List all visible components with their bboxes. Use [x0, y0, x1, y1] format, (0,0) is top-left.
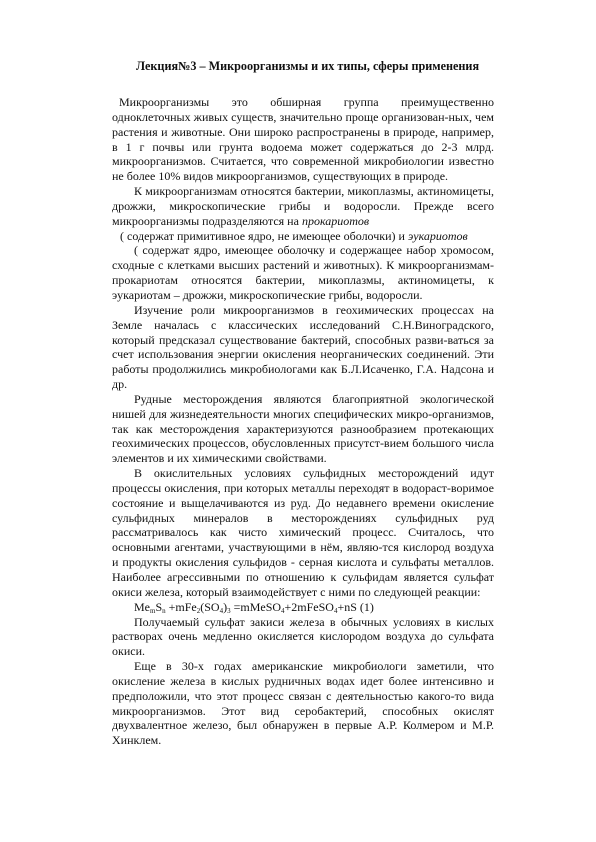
formula-so4: (SO — [200, 599, 220, 614]
paragraph-ore-deposits: Рудные месторождения являются благоприятной экологической нишей для жизнедеятельности многих специфических микро-организмов, так как месторождения характеризуются разнообразием протекающих геохимических процессов, обусловленных присутст-вием большого числа элементов и их химическими свойствами. — [112, 391, 494, 466]
term-eukaryotes: эукариотов — [407, 228, 468, 243]
paragraph-prokaryote-definition — [112, 229, 494, 244]
formula-paren: ) — [223, 599, 228, 614]
formula-sub-4b: 4 — [281, 606, 285, 615]
paragraph-eukaryote-definition: ( содержат ядро, имеющее оболочку и содержащее набор хромосом, сходные с клетками высших растений и животных). К микроорганизмам-прокариотам относятся бактерии, микоплазмы, актиномицеты, к эукариотам – дрожжи, микроскопические грибы, водоросли. — [112, 243, 494, 302]
prokaryote-definition-text: ( содержат примитивное ядро, не имеющее оболочки) и — [120, 228, 405, 243]
page-title: Лекция№3 – Микроорганизмы и их типы, сферы применения — [136, 59, 480, 73]
formula-sub-4c: 4 — [333, 606, 338, 615]
formula-feso: +2mFeSO — [284, 599, 334, 614]
paragraph-intro: Микроорганизмы это обширная группа преимущественно одноклеточных живых существ, значительно проще организован-ных, чем растения и животные. Они широко распространены в природе, например, в 1 г почвы или грунта водоема может содержаться до 2-3 млрд. микроорганизмов. Считается, что современной микробиологии известно не более 10% видов микроорганизмов, существующих в природе. — [112, 95, 494, 184]
formula-sub-2: 2 — [196, 606, 201, 615]
paragraph-classification — [112, 184, 494, 229]
paragraph-discovery: Еще в 30-х годах американские микробиологи заметили, что окисление железа в кислых рудничных водах идет более интенсивно и предположили, что этот процесс связан с деятельностью какого-то вида микроорганизмов. Этот вид серобактерий, способных окислят двухвалентное железо, был обнаружен в первые А.Р. Колмером и М.Р. Хинклем. — [112, 659, 494, 748]
classification-text: К микроорганизмам относятся бактерии, микоплазмы, актиномицеты, дрожжи, микроскопические грибы и водоросли. Прежде всего микроорганизмы подразделяются на — [112, 184, 494, 228]
formula-sub-m: m — [150, 606, 156, 615]
term-prokaryotes: прокариотов — [301, 213, 370, 228]
paragraph-oxidation: В окислительных условиях сульфидных месторождений идут процессы окисления, при которых металлы переходят в водораст-воримое состояние и выщелачиваются из руд. До недавнего времени окисление сульфидных минералов в месторождениях сульфидных руд рассматривалось как чисто химический процесс. Считалось, что основными агентами, участвующими в нём, являю-тся кислород воздуха и продукты окисления сульфидов - серная кислота и сульфаты металлов. Наиболее агрессивными по отношению к сульфидам является сульфат окиси железа, который взаимодействует с ними по следующей реакции: — [112, 466, 494, 599]
formula-sub-3: 3 — [227, 606, 231, 615]
formula-me: Me — [134, 599, 150, 614]
formula-fe: +mFe — [165, 599, 197, 614]
formula-meso: =mMeSO — [230, 599, 282, 614]
paragraph-history: Изучение роли микроорганизмов в геохимических процессах на Земле началась с классических исследований С.Н.Виноградского, который предсказал существование бактерий, способных разви-ваться за счет использования энергии окисления неорганических соединений. Эти работы продолжились микробиологами как Б.Л.Исаченко, Г.А. Надсона и др. — [112, 302, 494, 392]
formula-tail: +nS (1) — [337, 599, 374, 614]
paragraph-ferrous-sulfate: Получаемый сульфат закиси железа в обычных условиях в кислых растворах очень медленно окисляется кислородом воздуха до сульфата окиси. — [112, 614, 494, 659]
formula-s: S — [155, 599, 163, 614]
document-body — [112, 58, 494, 748]
formula-sub-4a: 4 — [219, 606, 224, 615]
formula-sub-n: n — [162, 606, 166, 615]
reaction-formula — [112, 600, 494, 615]
